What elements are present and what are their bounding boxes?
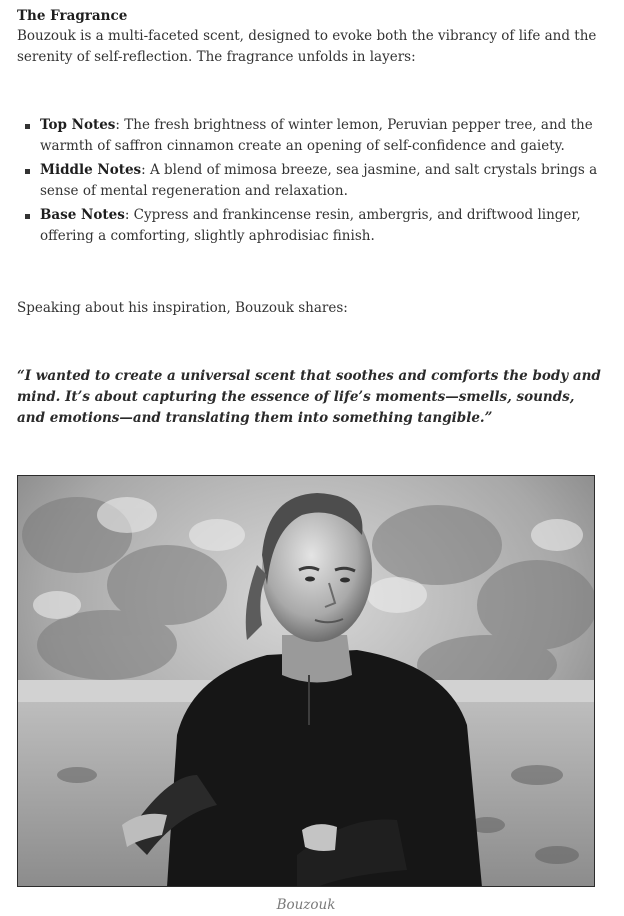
inspiration-paragraph: Speaking about his inspiration, Bouzouk shares: xyxy=(17,300,348,316)
note-name: Top Notes xyxy=(40,117,116,133)
portrait-photo xyxy=(17,475,595,887)
list-item-top-notes xyxy=(17,115,607,157)
note-name: Base Notes xyxy=(40,207,125,223)
note-description: : A blend of mimosa breeze, sea jasmine, and salt crystals brings a sense of mental regeneration and relaxation. xyxy=(40,162,598,199)
note-name: Middle Notes xyxy=(40,162,142,178)
pull-quote: “I wanted to create a universal scent that soothes and comforts the body and mind. It’s about capturing the essence of life’s moments—smells, sounds, and emotions—and translating them into something tangible.” xyxy=(17,368,601,426)
photo-caption: Bouzouk xyxy=(276,897,336,913)
note-description: : The fresh brightness of winter lemon, Peruvian pepper tree, and the warmth of saffron cinnamon create an opening of self-confidence and gaiety. xyxy=(40,117,593,154)
bullet-icon xyxy=(25,214,30,219)
list-item-middle-notes xyxy=(17,160,607,202)
bullet-icon xyxy=(25,124,30,129)
note-description: : Cypress and frankincense resin, ambergris, and driftwood linger, offering a comforting, slightly aphrodisiac finish. xyxy=(40,207,581,244)
section-heading: The Fragrance xyxy=(17,8,128,24)
bullet-icon xyxy=(25,169,30,174)
intro-paragraph: Bouzouk is a multi-faceted scent, designed to evoke both the vibrancy of life and the serenity of self-reflection. The fragrance unfolds in layers: xyxy=(17,28,597,65)
list-item-base-notes xyxy=(17,205,607,247)
fragrance-notes-list xyxy=(17,115,607,250)
portrait-photo-icon xyxy=(17,475,595,887)
